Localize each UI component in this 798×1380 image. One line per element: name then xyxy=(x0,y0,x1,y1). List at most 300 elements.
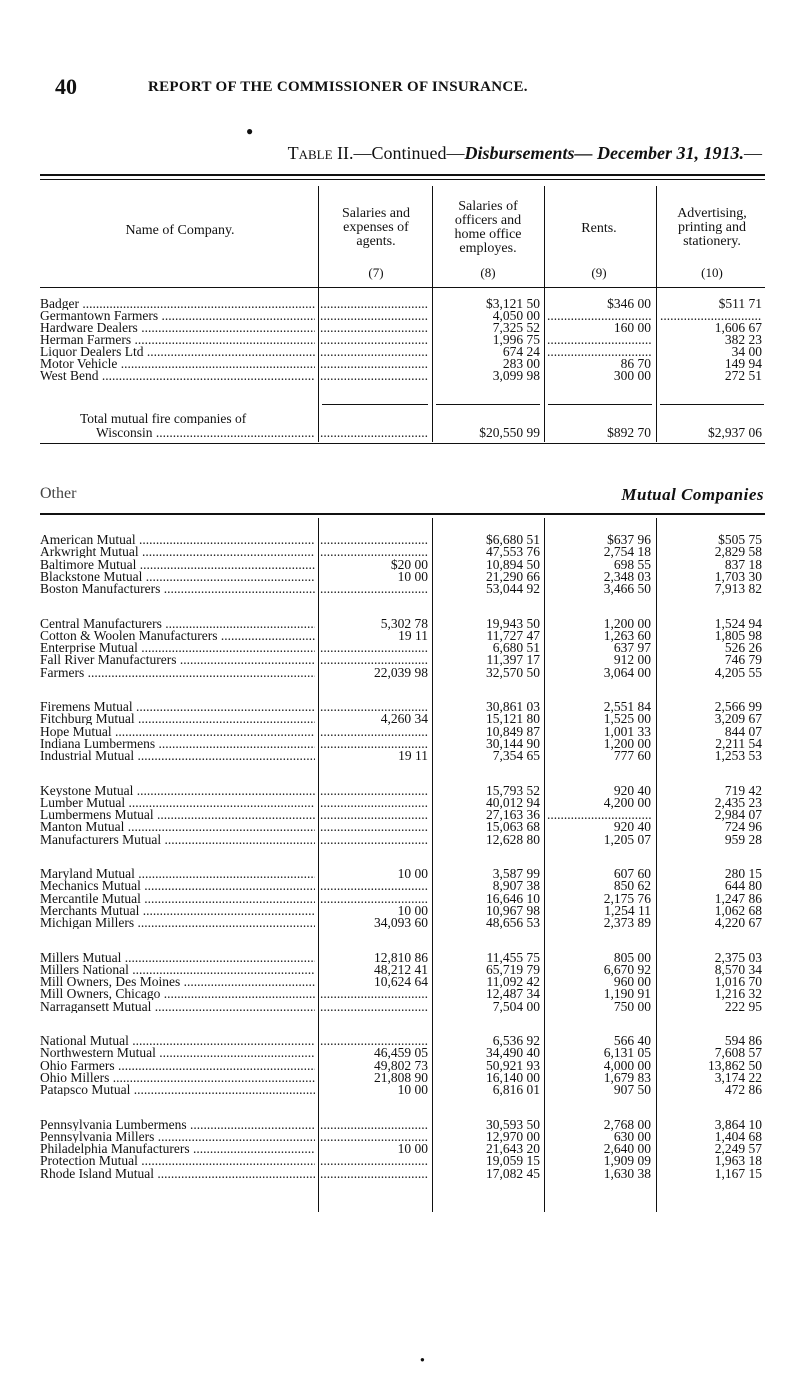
cell-c9: 2,768 00 xyxy=(603,1118,651,1131)
header-line: officers and xyxy=(454,213,522,228)
table-row xyxy=(0,880,798,892)
cell-c9: 920 40 xyxy=(613,784,651,797)
table-row xyxy=(0,905,798,917)
table-row xyxy=(0,976,798,988)
table-row xyxy=(0,893,798,905)
table-row xyxy=(0,630,798,642)
cell-c8: 6,680 51 xyxy=(492,642,540,655)
cell-c7: 48,212 41 xyxy=(374,963,428,976)
cell-c7 xyxy=(320,546,428,558)
header-col-7 xyxy=(322,207,430,249)
company-name: Cotton & Woolen Manufacturers ..... xyxy=(40,630,315,642)
table-row xyxy=(0,1131,798,1143)
caption-continued: —Continued— xyxy=(353,143,465,163)
cell-c10: 644 80 xyxy=(724,880,762,893)
company-name: Herman Farmers ..... xyxy=(40,334,315,346)
table-row xyxy=(0,701,798,713)
cell-c10: 8,570 34 xyxy=(714,963,762,976)
table-row xyxy=(0,1001,798,1013)
company-name: Hope Mutual ..... xyxy=(40,726,315,738)
cell-c10: 3,209 67 xyxy=(714,713,762,726)
section-title: Mutual Companies xyxy=(621,485,764,504)
cell-c8: 10,967 98 xyxy=(486,904,540,917)
company-name: Farmers ..... xyxy=(40,667,315,679)
cell-c7 xyxy=(320,1001,428,1013)
cell-c8: 30,593 50 xyxy=(486,1118,540,1131)
table-row xyxy=(0,726,798,738)
company-name: Arkwright Mutual ..... xyxy=(40,546,315,558)
cell-c8: 34,490 40 xyxy=(486,1047,540,1060)
cell-c7: $20 00 xyxy=(390,558,428,571)
table-row xyxy=(0,559,798,571)
cell-c7: 19 11 xyxy=(398,629,428,642)
cell-c7 xyxy=(320,1168,428,1180)
cell-c9: 2,175 76 xyxy=(603,892,651,905)
cell-c10: $505 75 xyxy=(718,534,762,546)
table-top-rule xyxy=(40,174,765,176)
cell-c7 xyxy=(320,298,428,310)
cell-c10 xyxy=(660,310,762,322)
cell-c9: 4,200 00 xyxy=(603,796,651,809)
cell-c10: $511 71 xyxy=(718,298,762,310)
cell-c9: 2,348 03 xyxy=(603,570,651,583)
cell-c9 xyxy=(547,334,651,346)
cell-c10: 1,216 32 xyxy=(714,988,762,1001)
cell-c10: 1,524 94 xyxy=(714,617,762,630)
table-row xyxy=(0,358,798,370)
cell-c9: 1,254 11 xyxy=(604,904,651,917)
cell-c9: 160 00 xyxy=(613,322,651,334)
caption-dash: — xyxy=(744,143,762,163)
company-name: National Mutual ..... xyxy=(40,1035,315,1047)
cell-c10: 149 94 xyxy=(724,358,762,370)
cell-c8: 48,656 53 xyxy=(486,917,540,930)
cell-c9: 912 00 xyxy=(613,654,651,667)
cell-c8: 1,996 75 xyxy=(492,334,540,346)
cell-c9: 777 60 xyxy=(613,750,651,763)
cell-c10: 2,211 54 xyxy=(715,737,762,750)
cell-c8: 15,121 80 xyxy=(486,713,540,726)
cell-c8: $6,680 51 xyxy=(486,534,540,546)
cell-c9: 920 40 xyxy=(613,821,651,834)
cell-c10: 1,253 53 xyxy=(714,750,762,763)
cell-c9: 6,131 05 xyxy=(603,1047,651,1060)
cell-c8: $3,121 50 xyxy=(486,298,540,310)
company-name: Mercantile Mutual ..... xyxy=(40,893,315,905)
table-row xyxy=(0,917,798,929)
company-name: Maryland Mutual ..... xyxy=(40,868,315,880)
table-row xyxy=(0,834,798,846)
cell-c7 xyxy=(320,534,428,546)
table-row xyxy=(0,334,798,346)
cell-c8: 27,163 36 xyxy=(486,809,540,822)
cell-c10: 526 26 xyxy=(724,642,762,655)
table-row xyxy=(0,797,798,809)
section-rule xyxy=(40,513,765,515)
table-row xyxy=(0,809,798,821)
cell-c10: 1,805 98 xyxy=(714,629,762,642)
cell-c9: 750 00 xyxy=(613,1000,651,1013)
cell-c7 xyxy=(320,310,428,322)
cell-c7: 21,808 90 xyxy=(374,1071,428,1084)
cell-c8: 11,727 47 xyxy=(486,629,540,642)
company-name: Northwestern Mutual ..... xyxy=(40,1047,315,1059)
cell-c9: 566 40 xyxy=(613,1035,651,1047)
cell-c10: 272 51 xyxy=(724,370,762,382)
cell-c10: 3,864 10 xyxy=(714,1118,762,1131)
cell-c8: 7,504 00 xyxy=(492,1000,540,1013)
cell-c7 xyxy=(320,1119,428,1131)
cell-c7 xyxy=(320,797,428,809)
cell-c7: 10 00 xyxy=(397,570,428,583)
cell-c7 xyxy=(320,785,428,797)
cell-c7 xyxy=(320,726,428,738)
cell-c7 xyxy=(320,370,428,382)
cell-c10: 1,703 30 xyxy=(714,570,762,583)
cell-c10: 280 15 xyxy=(724,868,762,880)
cell-c8: 11,092 42 xyxy=(486,976,540,989)
total-rule-c9 xyxy=(548,404,652,405)
table-row xyxy=(0,750,798,762)
cell-c7: 10 00 xyxy=(397,904,428,917)
cell-c9: 2,640 00 xyxy=(603,1143,651,1156)
header-line: expenses of xyxy=(343,220,409,235)
company-name: Mill Owners, Des Moines ..... xyxy=(40,976,315,988)
cell-c8: 12,487 34 xyxy=(486,988,540,1001)
cell-c9: 805 00 xyxy=(613,951,651,964)
company-name: Blackstone Mutual ..... xyxy=(40,571,315,583)
cell-c7: 22,039 98 xyxy=(374,666,428,679)
company-name: Lumber Mutual ..... xyxy=(40,797,315,809)
cell-c7: 12,810 86 xyxy=(374,951,428,964)
cell-c9: 86 70 xyxy=(620,358,651,370)
table-row xyxy=(0,1168,798,1180)
column-number-7: (7) xyxy=(368,265,384,280)
cell-c9: 1,001 33 xyxy=(603,725,651,738)
company-name: Philadelphia Manufacturers ..... xyxy=(40,1143,315,1155)
cell-c7: 10 00 xyxy=(397,868,428,880)
cell-c8: 7,325 52 xyxy=(492,322,540,334)
total-label-line-1: Total mutual fire companies of xyxy=(80,413,247,425)
cell-c9: 1,630 38 xyxy=(603,1167,651,1180)
cell-c7: 10 00 xyxy=(397,1143,428,1156)
cell-c8: 40,012 94 xyxy=(486,796,540,809)
total-c10: $2,937 06 xyxy=(708,427,762,439)
cell-c10: 4,205 55 xyxy=(714,666,762,679)
cell-c9: 2,754 18 xyxy=(603,546,651,559)
cell-c9: 3,064 00 xyxy=(603,666,651,679)
company-name: Mechanics Mutual ..... xyxy=(40,880,315,892)
cell-c8: 32,570 50 xyxy=(486,666,540,679)
cell-c9: 698 55 xyxy=(613,558,651,571)
header-line: Salaries of xyxy=(458,199,518,214)
cell-c8: 30,144 90 xyxy=(486,737,540,750)
company-name: American Mutual ..... xyxy=(40,534,315,546)
cell-c8: 19,943 50 xyxy=(486,617,540,630)
cell-c9: 607 60 xyxy=(613,868,651,880)
cell-c7: 49,802 73 xyxy=(374,1059,428,1072)
cell-c8: 10,849 87 xyxy=(486,725,540,738)
table-row xyxy=(0,618,798,630)
cell-c10: 844 07 xyxy=(724,725,762,738)
column-number-9: (9) xyxy=(591,265,607,280)
cell-c9: 1,200 00 xyxy=(603,617,651,630)
company-name: Liquor Dealers Ltd ..... xyxy=(40,346,315,358)
cell-c8: 15,793 52 xyxy=(486,784,540,797)
cell-c8: 21,290 66 xyxy=(486,570,540,583)
cell-c7 xyxy=(320,654,428,666)
cell-c9: 6,670 92 xyxy=(603,963,651,976)
total-c9: $892 70 xyxy=(607,427,651,439)
company-name: Pennsylvania Millers ..... xyxy=(40,1131,315,1143)
company-name: West Bend ..... xyxy=(40,370,315,382)
running-head: REPORT OF THE COMMISSIONER OF INSURANCE. xyxy=(148,79,528,95)
cell-c8: 12,970 00 xyxy=(486,1130,540,1143)
column-number-8: (8) xyxy=(480,265,496,280)
cell-c9: 1,200 00 xyxy=(603,737,651,750)
cell-c10: 2,829 58 xyxy=(714,546,762,559)
cell-c10: 1,963 18 xyxy=(714,1155,762,1168)
cell-c8: 11,397 17 xyxy=(486,654,540,667)
cell-c8: 3,099 98 xyxy=(492,370,540,382)
cell-c7 xyxy=(320,701,428,713)
cell-c9: 1,525 00 xyxy=(603,713,651,726)
company-name: Keystone Mutual ..... xyxy=(40,785,315,797)
cell-c8: 6,816 01 xyxy=(492,1084,540,1097)
header-col-10 xyxy=(660,207,764,249)
cell-c8: 16,140 00 xyxy=(486,1071,540,1084)
cell-c8: 6,536 92 xyxy=(492,1035,540,1047)
cell-c10: 1,606 67 xyxy=(714,322,762,334)
table-row xyxy=(0,534,798,546)
table-top-rule-2 xyxy=(40,179,765,180)
company-name: Germantown Farmers ..... xyxy=(40,310,315,322)
cell-c10: 2,375 03 xyxy=(714,951,762,964)
header-col-9 xyxy=(547,222,651,236)
cell-c10: 13,862 50 xyxy=(708,1059,762,1072)
cell-c9: $637 96 xyxy=(607,534,651,546)
table-row xyxy=(0,952,798,964)
table-row xyxy=(0,298,798,310)
cell-c7 xyxy=(320,821,428,833)
cell-c7 xyxy=(320,346,428,358)
header-line: stationery. xyxy=(683,234,741,249)
cell-c10: 1,062 68 xyxy=(714,904,762,917)
cell-c9: 3,466 50 xyxy=(603,583,651,596)
header-line: home office xyxy=(454,227,522,242)
company-name: Millers National ..... xyxy=(40,964,315,976)
total-c7 xyxy=(320,427,428,439)
cell-c8: 8,907 38 xyxy=(492,880,540,893)
table-row xyxy=(0,322,798,334)
cell-c9: 637 97 xyxy=(613,642,651,655)
company-name: Pennsylvania Lumbermens ..... xyxy=(40,1119,315,1131)
header-line: Salaries and xyxy=(341,206,411,221)
cell-c7 xyxy=(320,334,428,346)
upper-table-bottom-rule xyxy=(40,443,765,444)
cell-c8: 283 00 xyxy=(502,358,540,370)
cell-c8: 15,063 68 xyxy=(486,821,540,834)
cell-c9: 960 00 xyxy=(613,976,651,989)
cell-c7 xyxy=(320,893,428,905)
cell-c7: 46,459 05 xyxy=(374,1047,428,1060)
table-row xyxy=(0,1047,798,1059)
cell-c9: 1,205 07 xyxy=(603,833,651,846)
total-rule-c7 xyxy=(322,404,428,405)
cell-c7 xyxy=(320,642,428,654)
cell-c10: 7,608 57 xyxy=(714,1047,762,1060)
cell-c8: 11,455 75 xyxy=(486,951,540,964)
cell-c7 xyxy=(320,988,428,1000)
column-number-10: (10) xyxy=(701,265,723,280)
cell-c8: 10,894 50 xyxy=(486,558,540,571)
cell-c7: 19 11 xyxy=(398,750,428,763)
cell-c10: 2,249 57 xyxy=(714,1143,762,1156)
table-row xyxy=(0,1072,798,1084)
cell-c8: 17,082 45 xyxy=(486,1167,540,1180)
company-name: Lumbermens Mutual ..... xyxy=(40,809,315,821)
table-row xyxy=(0,785,798,797)
table-row xyxy=(0,868,798,880)
cell-c10: 959 28 xyxy=(724,833,762,846)
company-name: Indiana Lumbermens ..... xyxy=(40,738,315,750)
cell-c10: 7,913 82 xyxy=(714,583,762,596)
company-name: Mill Owners, Chicago ..... xyxy=(40,988,315,1000)
company-name: Enterprise Mutual ..... xyxy=(40,642,315,654)
cell-c10: 2,984 07 xyxy=(714,809,762,822)
cell-c8: 7,354 65 xyxy=(492,750,540,763)
cell-c7 xyxy=(320,358,428,370)
table-row xyxy=(0,583,798,595)
header-line: Advertising, xyxy=(677,206,747,221)
cell-c9 xyxy=(547,809,651,821)
company-name: Protection Mutual ..... xyxy=(40,1155,315,1167)
total-rule-c10 xyxy=(660,404,764,405)
cell-c10: 1,404 68 xyxy=(714,1130,762,1143)
cell-c9: 1,909 09 xyxy=(603,1155,651,1168)
table-row xyxy=(0,1119,798,1131)
cell-c7 xyxy=(320,738,428,750)
cell-c10: 594 86 xyxy=(724,1035,762,1047)
page-number: 40 xyxy=(55,74,77,99)
company-name: Baltimore Mutual ..... xyxy=(40,559,315,571)
cell-c8: 21,643 20 xyxy=(486,1143,540,1156)
company-name: Badger ..... xyxy=(40,298,315,310)
cell-c8: 50,921 93 xyxy=(486,1059,540,1072)
table-row xyxy=(0,1143,798,1155)
header-line: Rents. xyxy=(581,221,617,236)
cell-c10: 2,566 99 xyxy=(714,701,762,713)
header-col-8 xyxy=(436,200,540,256)
cell-c9: 1,190 91 xyxy=(603,988,651,1001)
cell-c8: 53,044 92 xyxy=(486,583,540,596)
cell-c7 xyxy=(320,809,428,821)
cell-c7 xyxy=(320,1131,428,1143)
cell-c10: 1,167 15 xyxy=(714,1167,762,1180)
company-name: Fitchburg Mutual ..... xyxy=(40,713,315,725)
ink-dot-bottom: ● xyxy=(420,1355,425,1364)
table-row xyxy=(0,546,798,558)
cell-c10: 1,016 70 xyxy=(714,976,762,989)
cell-c9: 1,679 83 xyxy=(603,1071,651,1084)
cell-c8: 3,587 99 xyxy=(492,868,540,880)
cell-c10: 222 95 xyxy=(724,1000,762,1013)
cell-c7: 5,302 78 xyxy=(380,617,428,630)
company-name: Narragansett Mutual ..... xyxy=(40,1001,315,1013)
company-name: Hardware Dealers ..... xyxy=(40,322,315,334)
cell-c9: $346 00 xyxy=(607,298,651,310)
table-row xyxy=(0,654,798,666)
cell-c10: 719 42 xyxy=(724,784,762,797)
table-row xyxy=(0,738,798,750)
cell-c10: 724 96 xyxy=(724,821,762,834)
header-name-of-company: Name of Company. xyxy=(125,223,235,238)
cell-c10: 1,247 86 xyxy=(714,892,762,905)
company-name: Manton Mutual ..... xyxy=(40,821,315,833)
company-name: Ohio Millers ..... xyxy=(40,1072,315,1084)
cell-c7: 4,260 34 xyxy=(380,713,428,726)
company-name: Central Manufacturers ..... xyxy=(40,618,315,630)
cell-c10: 837 18 xyxy=(724,558,762,571)
table-row xyxy=(0,1060,798,1072)
cell-c10: 472 86 xyxy=(724,1084,762,1097)
cell-c8: 12,628 80 xyxy=(486,833,540,846)
table-caption xyxy=(288,143,762,164)
table-row xyxy=(0,346,798,358)
company-name: Industrial Mutual ..... xyxy=(40,750,315,762)
cell-c9: 2,551 84 xyxy=(603,701,651,713)
table-row xyxy=(0,1084,798,1096)
company-name: Firemens Mutual ..... xyxy=(40,701,315,713)
cell-c8: 4,050 00 xyxy=(492,310,540,322)
company-name: Merchants Mutual ..... xyxy=(40,905,315,917)
company-name: Motor Vehicle ..... xyxy=(40,358,315,370)
cell-c7: 10,624 64 xyxy=(374,976,428,989)
cell-c8: 16,646 10 xyxy=(486,892,540,905)
table-row xyxy=(0,821,798,833)
cell-c8: 47,553 76 xyxy=(486,546,540,559)
total-c8: $20,550 99 xyxy=(479,427,540,439)
cell-c8: 65,719 79 xyxy=(486,963,540,976)
cell-c7 xyxy=(320,322,428,334)
cell-c10: 3,174 22 xyxy=(714,1071,762,1084)
cell-c7: 10 00 xyxy=(397,1084,428,1097)
caption-prefix: Table II. xyxy=(287,143,354,163)
total-row: Wisconsin ..... ..... $20,550 99 $892 70 $2,937 06 xyxy=(0,427,798,439)
cell-c9: 850 62 xyxy=(613,880,651,893)
cell-c10: 4,220 67 xyxy=(714,917,762,930)
table-row xyxy=(0,642,798,654)
company-name: Ohio Farmers ..... xyxy=(40,1060,315,1072)
company-name: Millers Mutual ..... xyxy=(40,952,315,964)
cell-c10: 382 23 xyxy=(724,334,762,346)
cell-c8: 30,861 03 xyxy=(486,701,540,713)
company-name: Rhode Island Mutual ..... xyxy=(40,1168,315,1180)
cell-c9: 300 00 xyxy=(613,370,651,382)
total-rule-c8 xyxy=(436,404,540,405)
cell-c9: 4,000 00 xyxy=(603,1059,651,1072)
cell-c7: 34,093 60 xyxy=(374,917,428,930)
cell-c9: 907 50 xyxy=(613,1084,651,1097)
company-name: Michigan Millers ..... xyxy=(40,917,315,929)
cell-c9: 1,263 60 xyxy=(603,629,651,642)
section-left-fragment: Other xyxy=(40,485,77,502)
company-name: Boston Manufacturers ..... xyxy=(40,583,315,595)
table-row xyxy=(0,571,798,583)
table-row xyxy=(0,667,798,679)
table-row xyxy=(0,988,798,1000)
header-line: agents. xyxy=(356,234,396,249)
